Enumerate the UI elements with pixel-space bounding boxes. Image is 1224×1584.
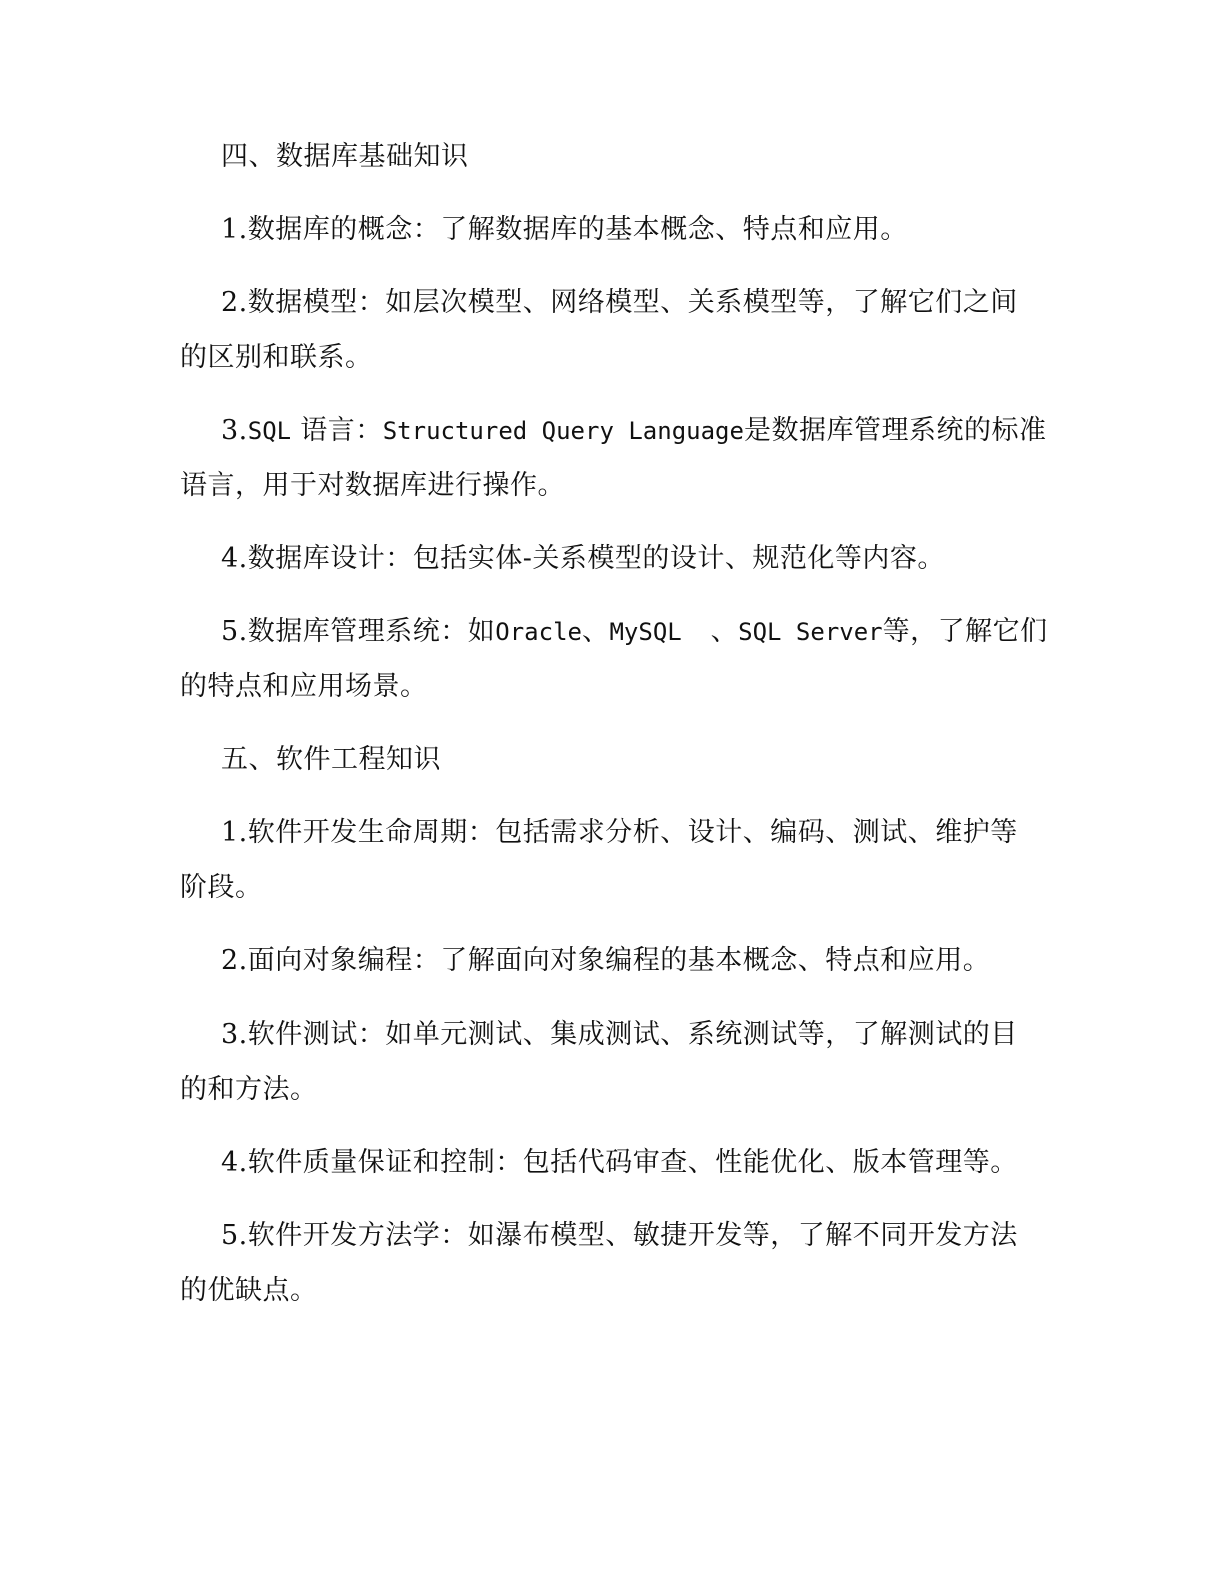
sql-term: SQL: [247, 417, 292, 445]
dbms-suffix: 等，了解它们: [882, 616, 1048, 647]
list-item-methodology-cont: 的优缺点。: [180, 1275, 318, 1306]
list-item-quality: 4.软件质量保证和控制：包括代码审查、性能优化、版本管理等。: [221, 1147, 1018, 1178]
list-item-data-model-cont: 的区别和联系。: [180, 342, 373, 373]
list-item-sdlc: 1.软件开发生命周期：包括需求分析、设计、编码、测试、维护等: [221, 817, 1018, 848]
list-item-database-design: 4.数据库设计：包括实体-关系模型的设计、规范化等内容。: [221, 543, 945, 574]
list-item-dbms-cont: 的特点和应用场景。: [180, 671, 428, 702]
list-item-database-concept: 1.数据库的概念：了解数据库的基本概念、特点和应用。: [221, 214, 908, 245]
list-item-data-model: 2.数据模型：如层次模型、网络模型、关系模型等，了解它们之间: [221, 287, 1018, 318]
sql-full-name: Structured Query Language: [382, 417, 744, 445]
list-item-sdlc-cont: 阶段。: [180, 872, 263, 903]
list-item-sql-cont: 语言，用于对数据库进行操作。: [180, 470, 565, 501]
dbms-oracle: Oracle: [495, 618, 582, 646]
dbms-sqlserver: SQL Server: [738, 618, 883, 646]
sql-description: 是数据库管理系统的标准: [743, 415, 1047, 446]
section-heading-database: 四、数据库基础知识: [221, 141, 469, 172]
section-heading-software-engineering: 五、软件工程知识: [221, 744, 441, 775]
list-item-testing: 3.软件测试：如单元测试、集成测试、系统测试等，了解测试的目: [221, 1019, 1018, 1050]
list-item-dbms: [221, 615, 1048, 649]
list-item-oop: 2.面向对象编程：了解面向对象编程的基本概念、特点和应用。: [221, 945, 991, 976]
list-item-methodology: 5.软件开发方法学：如瀑布模型、敏捷开发等，了解不同开发方法: [221, 1220, 1018, 1251]
list-item-sql: [221, 414, 1047, 448]
dbms-separator: 、: [710, 616, 739, 647]
sql-item-number: 3.: [221, 415, 248, 446]
dbms-prefix: 5.数据库管理系统：如: [221, 616, 496, 647]
list-item-testing-cont: 的和方法。: [180, 1074, 318, 1105]
sql-label: 语言：: [291, 415, 383, 446]
dbms-separator: 、: [581, 616, 610, 647]
dbms-mysql: MySQL: [609, 618, 711, 646]
